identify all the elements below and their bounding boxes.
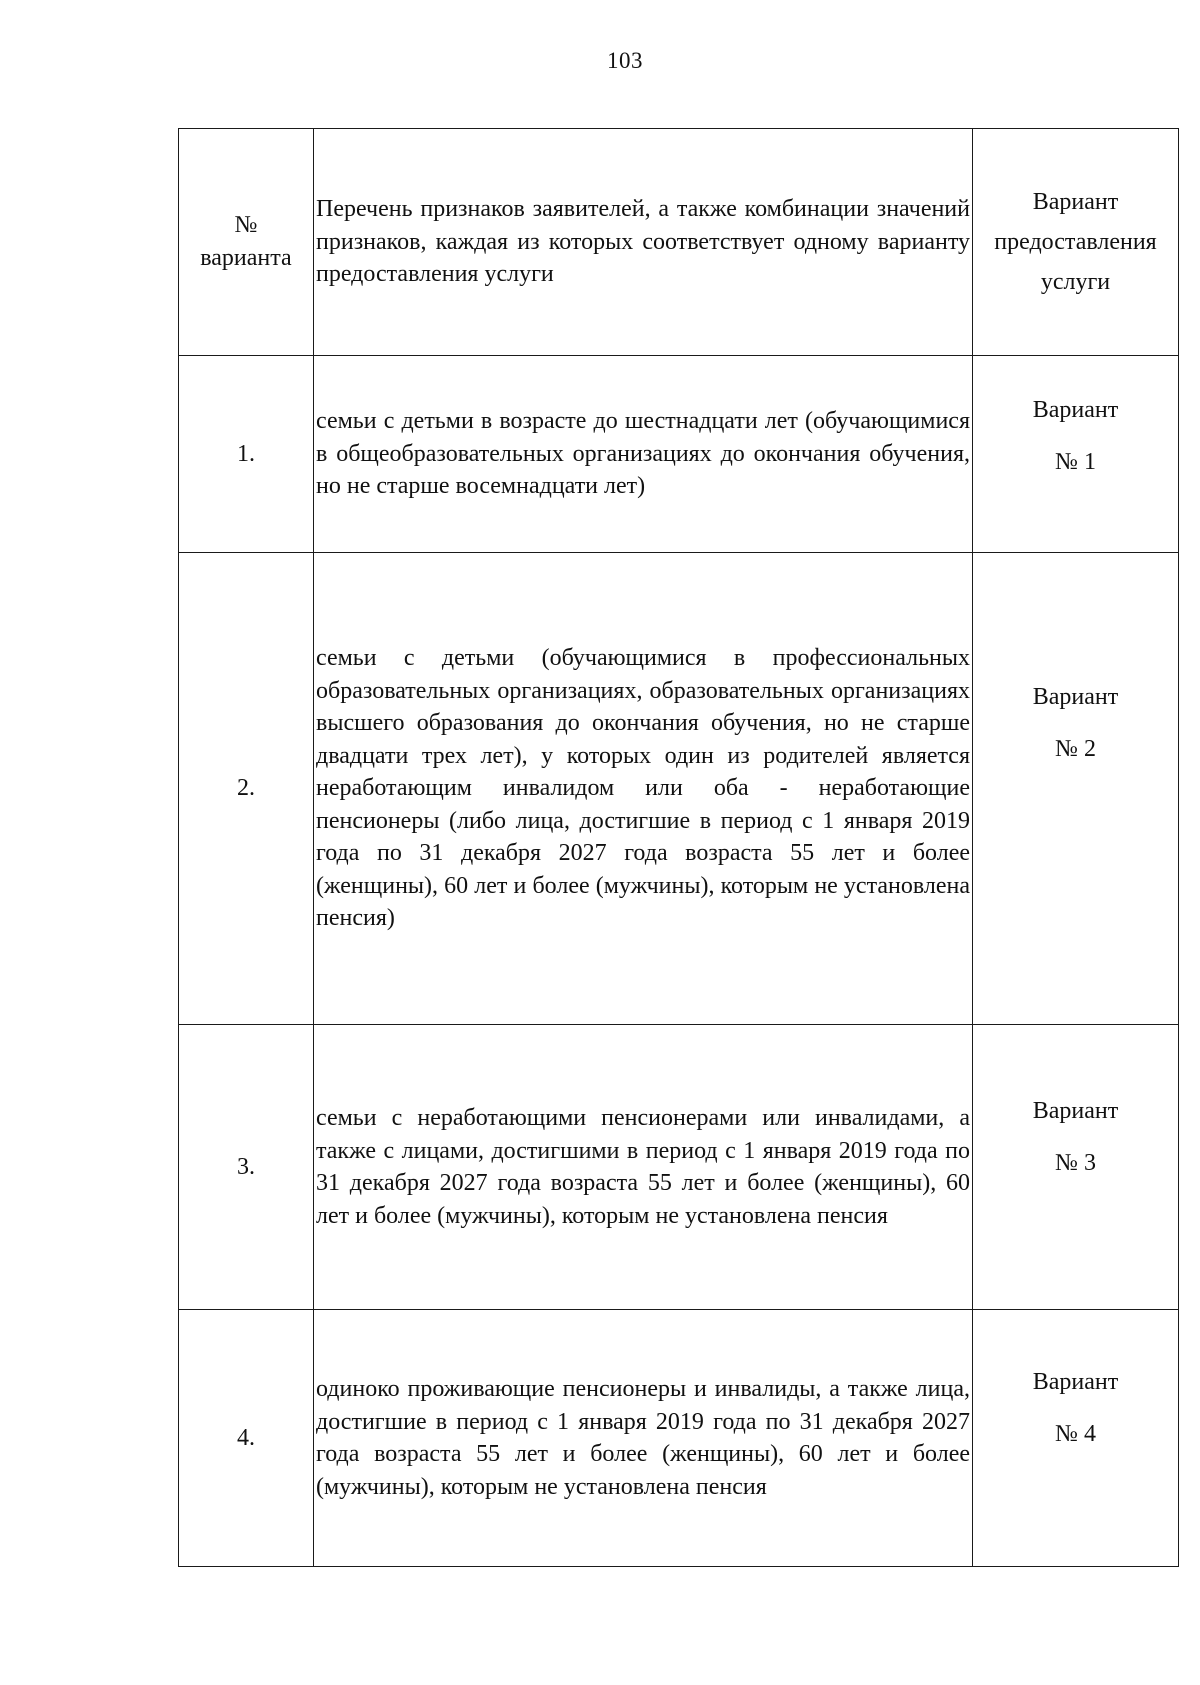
table-row xyxy=(179,1025,1179,1310)
row-criteria: семьи с детьми (обучающимися в профессиональных образовательных организациях, образовательных организациях высшего образования до окончания обучения, но не старше двадцати трех лет), у которых один из родителей является неработающим инвалидом или оба - неработающие пенсионеры (либо лица, достигшие в период с 1 января 2019 года по 31 декабря 2027 года возраста 55 лет и более (женщины), 60 лет и более (мужчины), которым не установлена пенсия) xyxy=(314,553,973,1025)
row-variant xyxy=(973,356,1179,553)
header-variant-number xyxy=(179,129,314,356)
page-number: 103 xyxy=(607,48,643,73)
variant-number: № 4 xyxy=(1055,1421,1096,1447)
variant-label: Вариант xyxy=(1032,397,1119,423)
table-row xyxy=(179,1310,1179,1567)
header-variant-line-3: услуги xyxy=(1040,269,1111,295)
row-number: 2. xyxy=(179,553,314,1025)
variant-number: № 1 xyxy=(1055,449,1096,475)
header-criteria: Перечень признаков заявителей, а также комбинации значений признаков, каждая из которых соответствует одному варианту предоставления услуги xyxy=(314,129,973,356)
variant-number: № 3 xyxy=(1055,1150,1096,1176)
row-number: 4. xyxy=(179,1310,314,1567)
header-number-sign: № xyxy=(234,212,258,238)
header-variant xyxy=(973,129,1179,356)
variant-label: Вариант xyxy=(1032,1098,1119,1124)
variant-label: Вариант xyxy=(1032,1369,1119,1395)
header-variant-line-2: предоставления xyxy=(994,229,1157,255)
row-variant xyxy=(973,1025,1179,1310)
table-header-row xyxy=(179,129,1179,356)
variant-number: № 2 xyxy=(1055,736,1096,762)
header-variant-line-1: Вариант xyxy=(1032,189,1119,215)
header-number-word: варианта xyxy=(200,245,292,271)
row-criteria: семьи с детьми в возрасте до шестнадцати лет (обучающимися в общеобразовательных организациях до окончания обучения, но не старше восемнадцати лет) xyxy=(314,356,973,553)
row-criteria: одиноко проживающие пенсионеры и инвалиды, а также лица, достигшие в период с 1 января 2019 года по 31 декабря 2027 года возраста 55 лет и более (женщины), 60 лет и более (мужчины), которым не установлена пенсия xyxy=(314,1310,973,1567)
row-variant xyxy=(973,1310,1179,1567)
variants-table xyxy=(178,128,1179,1567)
variant-label: Вариант xyxy=(1032,684,1119,710)
table-row xyxy=(179,553,1179,1025)
row-number: 1. xyxy=(179,356,314,553)
row-variant xyxy=(973,553,1179,1025)
table-row xyxy=(179,356,1179,553)
row-number: 3. xyxy=(179,1025,314,1310)
row-criteria: семьи с неработающими пенсионерами или инвалидами, а также с лицами, достигшими в период с 1 января 2019 года по 31 декабря 2027 года возраста 55 лет и более (женщины), 60 лет и более (мужчины), которым не установлена пенсия xyxy=(314,1025,973,1310)
